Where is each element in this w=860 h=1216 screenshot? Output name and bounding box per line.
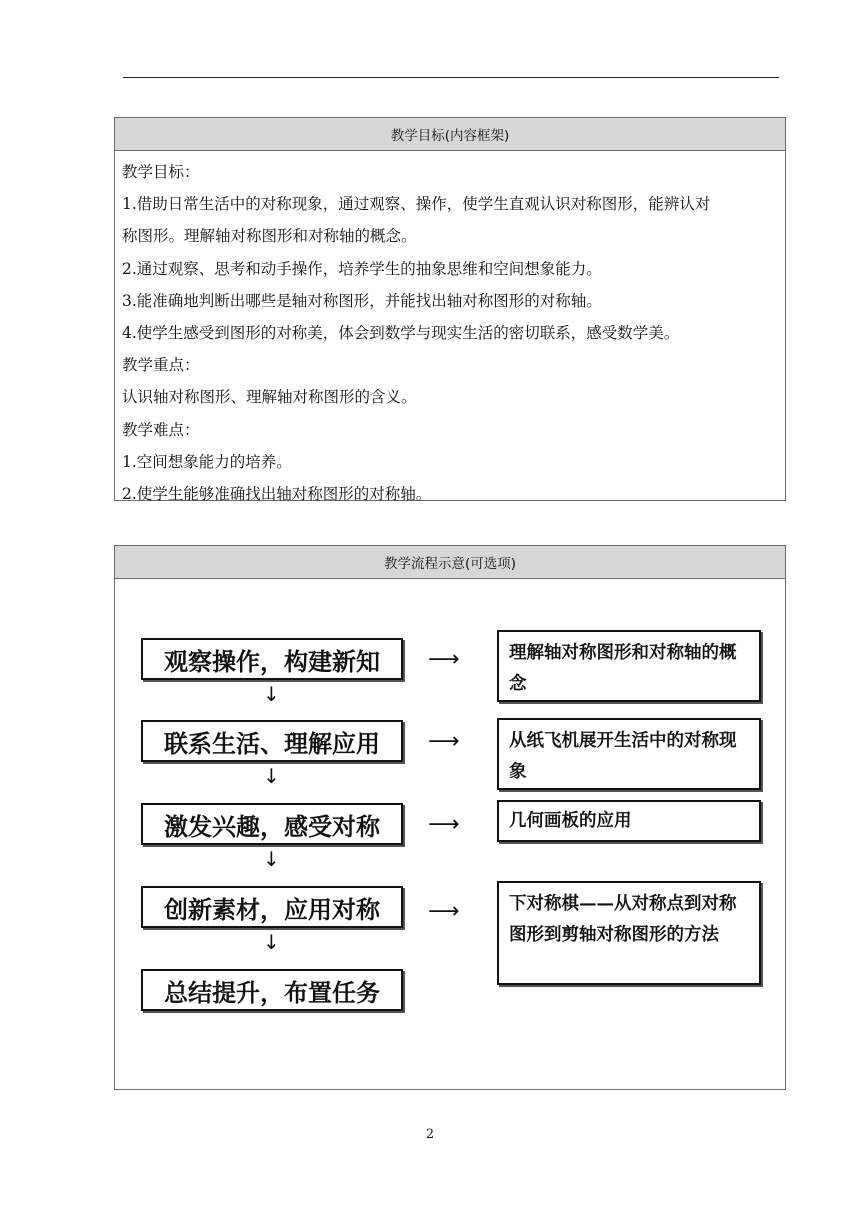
flow-stage-innovate: 创新素材，应用对称 <box>141 886 403 928</box>
flow-note-paper-plane: 从纸飞机展开生活中的对称现象 <box>497 718 761 790</box>
flow-stage-summary: 总结提升，布置任务 <box>141 969 403 1011</box>
teaching-flow-header: 教学流程示意(可选项) <box>115 546 785 579</box>
difficulty-line: 2.使学生能够准确找出轴对称图形的对称轴。 <box>122 485 432 504</box>
teaching-goals-body <box>115 151 785 510</box>
arrow-down-icon: ↓ <box>263 682 280 706</box>
difficulty-line: 1.空间想象能力的培养。 <box>122 452 292 471</box>
header-rule <box>123 77 779 78</box>
teaching-goals-header: 教学目标(内容框架) <box>115 118 785 151</box>
arrow-down-icon: ↓ <box>263 930 280 954</box>
flow-stage-observe: 观察操作，构建新知 <box>141 638 403 680</box>
arrow-down-icon: ↓ <box>263 847 280 871</box>
arrow-right-icon: ⟶ <box>428 812 460 837</box>
goals-line: 1.借助日常生活中的对称现象，通过观察、操作，使学生直观认识对称图形，能辨认对 <box>122 195 711 214</box>
flow-stage-connect-life: 联系生活、理解应用 <box>141 720 403 762</box>
focus-heading: 教学重点： <box>122 356 200 375</box>
page-number: 2 <box>425 1127 435 1142</box>
arrow-down-icon: ↓ <box>263 764 280 788</box>
goals-line: 3.能准确地判断出哪些是轴对称图形，并能找出轴对称图形的对称轴。 <box>122 291 602 310</box>
flow-note-concept: 理解轴对称图形和对称轴的概念 <box>497 630 761 702</box>
focus-line: 认识轴对称图形、理解轴对称图形的含义。 <box>122 388 417 407</box>
flow-note-geometry-sketchpad: 几何画板的应用 <box>497 800 761 842</box>
difficulty-heading: 教学难点： <box>122 420 200 439</box>
goals-line: 称图形。理解轴对称图形和对称轴的概念。 <box>122 227 417 246</box>
arrow-right-icon: ⟶ <box>428 899 460 924</box>
flow-note-symmetry-chess: 下对称棋——从对称点到对称图形到剪轴对称图形的方法 <box>497 881 761 985</box>
goals-line: 4.使学生感受到图形的对称美，体会到数学与现实生活的密切联系，感受数学美。 <box>122 324 680 343</box>
teaching-goals-table <box>114 117 786 504</box>
arrow-right-icon: ⟶ <box>428 647 460 672</box>
goals-line: 教学目标： <box>122 163 200 181</box>
flow-stage-interest: 激发兴趣，感受对称 <box>141 803 403 845</box>
arrow-right-icon: ⟶ <box>428 729 460 754</box>
goals-line: 2.通过观察、思考和动手操作，培养学生的抽象思维和空间想象能力。 <box>122 259 602 278</box>
